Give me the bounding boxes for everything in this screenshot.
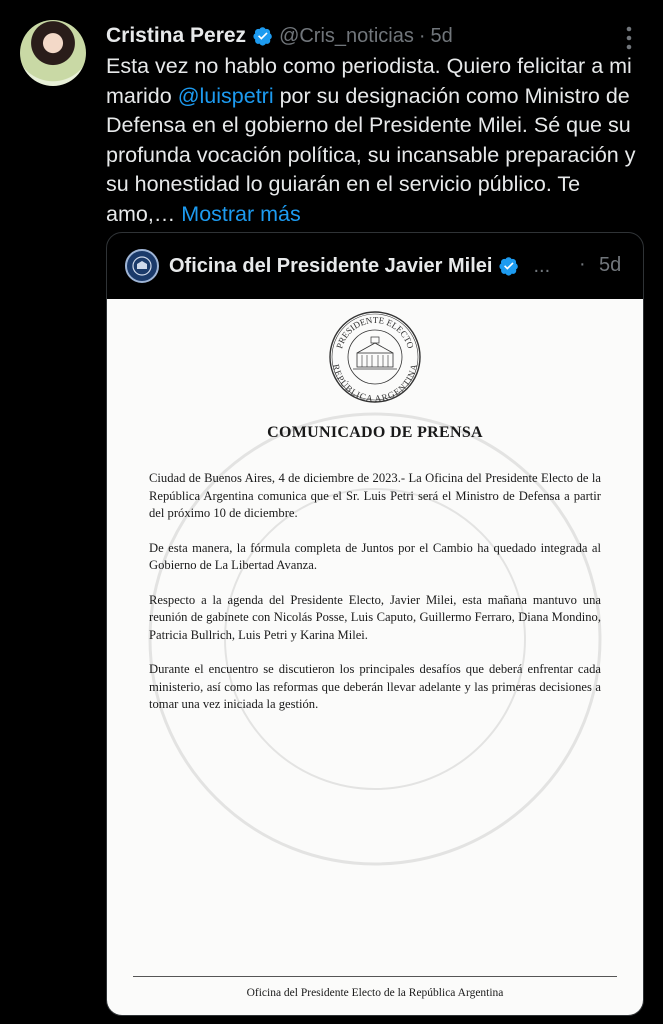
document-title: COMUNICADO DE PRENSA <box>267 424 483 441</box>
quoted-timestamp[interactable]: 5d <box>599 254 622 276</box>
tweet-text-start: Esta vez no hablo como periodista. Quiero felicitar a mi marido <box>106 54 632 108</box>
presidential-seal-icon <box>327 309 423 405</box>
quoted-author-avatar[interactable] <box>125 249 159 283</box>
document-paragraph: De esta manera, la fórmula completa de Juntos por el Cambio ha quedado integrada al Gobierno de La Libertad Avanza. <box>149 540 601 572</box>
quoted-verified-badge-icon <box>499 256 519 276</box>
document-paragraph: Durante el encuentro se discutieron los principales desafíos que deberá enfrentar cada ministerio, así como las reformas que deberán llevar adelante y las primeras decisiones a tomar una vez iniciada la gestión. <box>149 662 601 711</box>
quoted-tweet-header <box>107 233 643 299</box>
tweet-text <box>106 52 646 229</box>
quoted-name-ellipsis: ... <box>533 254 551 277</box>
more-vertical-icon[interactable] <box>617 24 641 52</box>
document-paragraph: Ciudad de Buenos Aires, 4 de diciembre de 2023.- La Oficina del Presidente Electo de la República Argentina comunica que el Sr. Luis Petri será el Ministro de Defensa a partir del próximo 10 de diciembre. <box>149 471 601 520</box>
seal-bottom-text: REPÚBLICA ARGENTINA <box>330 363 420 404</box>
tweet-text-end: por su designación como Ministro de Defensa en el gobierno del Presidente Milei. Sé que su profunda vocación política, su incansable preparación y su honestidad lo guiarán en el servicio público. Te amo,… <box>106 83 636 226</box>
mention-link[interactable]: @luispetri <box>177 83 274 108</box>
seal-top-text: PRESIDENTE ELECTO <box>334 314 416 350</box>
document-paragraph: Respecto a la agenda del Presidente Electo, Javier Milei, esta mañana mantuvo una reunión de gabinete con Nicolás Posse, Luis Caputo, Guillermo Ferraro, Diana Mondino, Patricia Bullrich, Luis Petri y Karina Milei. <box>149 592 601 642</box>
verified-badge-icon <box>253 26 273 46</box>
quoted-author-name[interactable]: Oficina del Presidente Javier Milei <box>169 254 493 277</box>
document-footer-rule <box>133 976 617 977</box>
author-name[interactable]: Cristina Perez <box>106 24 247 47</box>
quoted-separator-dot: · <box>579 253 586 275</box>
separator-dot: · <box>418 24 426 47</box>
quoted-tweet-card[interactable] <box>106 232 644 1016</box>
show-more-link[interactable]: Mostrar más <box>181 201 301 226</box>
author-handle[interactable]: @Cris_noticias <box>279 24 414 47</box>
tweet-timestamp[interactable]: 5d <box>430 24 453 47</box>
tweet-header <box>106 22 453 50</box>
press-release-image[interactable] <box>107 299 643 1015</box>
author-avatar[interactable] <box>20 20 86 86</box>
document-footer: Oficina del Presidente Electo de la República Argentina <box>246 987 504 999</box>
document-body <box>149 470 601 731</box>
svg-text:PRESIDENTE ELECTO <box>334 315 416 350</box>
